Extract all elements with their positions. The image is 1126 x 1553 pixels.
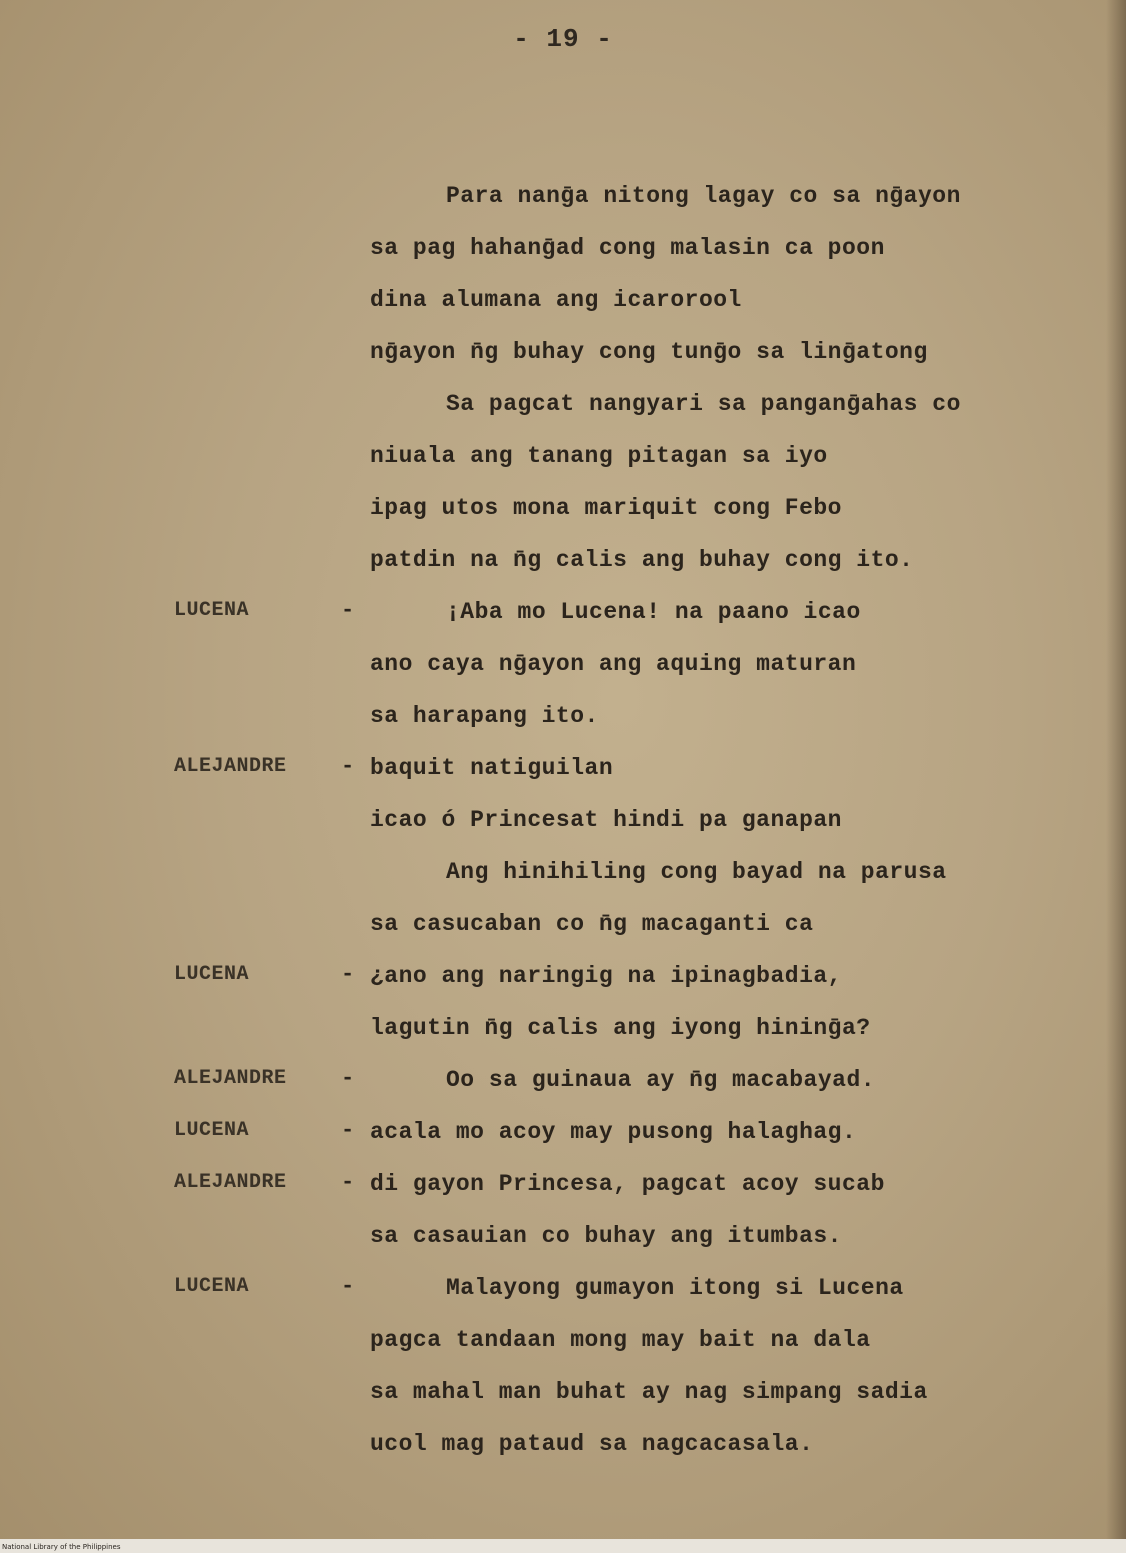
dialogue-dash: - bbox=[341, 598, 355, 623]
verse-line: acala mo acoy may pusong halaghag. bbox=[370, 1119, 857, 1145]
verse-line: icao ó Princesat hindi pa ganapan bbox=[370, 807, 842, 833]
verse-line: di gayon Princesa, pagcat acoy sucab bbox=[370, 1171, 885, 1197]
page-number: - 19 - bbox=[513, 24, 613, 54]
verse-line: ¡Aba mo Lucena! na paano icao bbox=[446, 599, 861, 625]
verse-line: Ang hinihiling cong bayad na parusa bbox=[446, 859, 947, 885]
verse-line: patdin na n̄g calis ang buhay cong ito. bbox=[370, 547, 914, 573]
speaker-name: ALEJANDRE bbox=[174, 755, 287, 778]
speaker-name: LUCENA bbox=[174, 1275, 250, 1298]
speaker-name: LUCENA bbox=[174, 599, 250, 622]
verse-line: lagutin n̄g calis ang iyong hininḡa? bbox=[370, 1015, 871, 1041]
speaker-name: LUCENA bbox=[174, 963, 250, 986]
verse-line: sa harapang ito. bbox=[370, 703, 599, 729]
speaker-name: LUCENA bbox=[174, 1119, 250, 1142]
verse-line: Malayong gumayon itong si Lucena bbox=[446, 1275, 904, 1301]
page-edge-shadow bbox=[1106, 0, 1126, 1553]
library-credit: National Library of the Philippines bbox=[2, 1543, 121, 1551]
verse-line: pagca tandaan mong may bait na dala bbox=[370, 1327, 871, 1353]
verse-line: baquit natiguilan bbox=[370, 755, 614, 781]
verse-line: nḡayon n̄g buhay cong tunḡo sa linḡatong bbox=[370, 339, 928, 365]
dialogue-dash: - bbox=[341, 754, 355, 779]
verse-line: niuala ang tanang pitagan sa iyo bbox=[370, 443, 828, 469]
dialogue-dash: - bbox=[341, 1274, 355, 1299]
verse-line: Sa pagcat nangyari sa panganḡahas co bbox=[446, 391, 961, 417]
verse-line: Oo sa guinaua ay n̄g macabayad. bbox=[446, 1067, 876, 1093]
verse-line: Para nanḡa nitong lagay co sa nḡayon bbox=[446, 183, 961, 209]
verse-line: dina alumana ang icarorool bbox=[370, 287, 742, 313]
verse-line: ucol mag pataud sa nagcacasala. bbox=[370, 1431, 814, 1457]
verse-line: ano caya nḡayon ang aquing maturan bbox=[370, 651, 857, 677]
verse-line: ipag utos mona mariquit cong Febo bbox=[370, 495, 842, 521]
verse-line: sa mahal man buhat ay nag simpang sadia bbox=[370, 1379, 928, 1405]
verse-line: sa casucaban co n̄g macaganti ca bbox=[370, 911, 814, 937]
speaker-name: ALEJANDRE bbox=[174, 1171, 287, 1194]
verse-line: ¿ano ang naringig na ipinagbadia, bbox=[370, 963, 842, 989]
footer-band bbox=[0, 1539, 1126, 1553]
verse-line: sa pag hahanḡad cong malasin ca poon bbox=[370, 235, 885, 261]
dialogue-dash: - bbox=[341, 1118, 355, 1143]
verse-line: sa casauian co buhay ang itumbas. bbox=[370, 1223, 842, 1249]
speaker-name: ALEJANDRE bbox=[174, 1067, 287, 1090]
dialogue-dash: - bbox=[341, 962, 355, 987]
dialogue-dash: - bbox=[341, 1170, 355, 1195]
dialogue-dash: - bbox=[341, 1066, 355, 1091]
